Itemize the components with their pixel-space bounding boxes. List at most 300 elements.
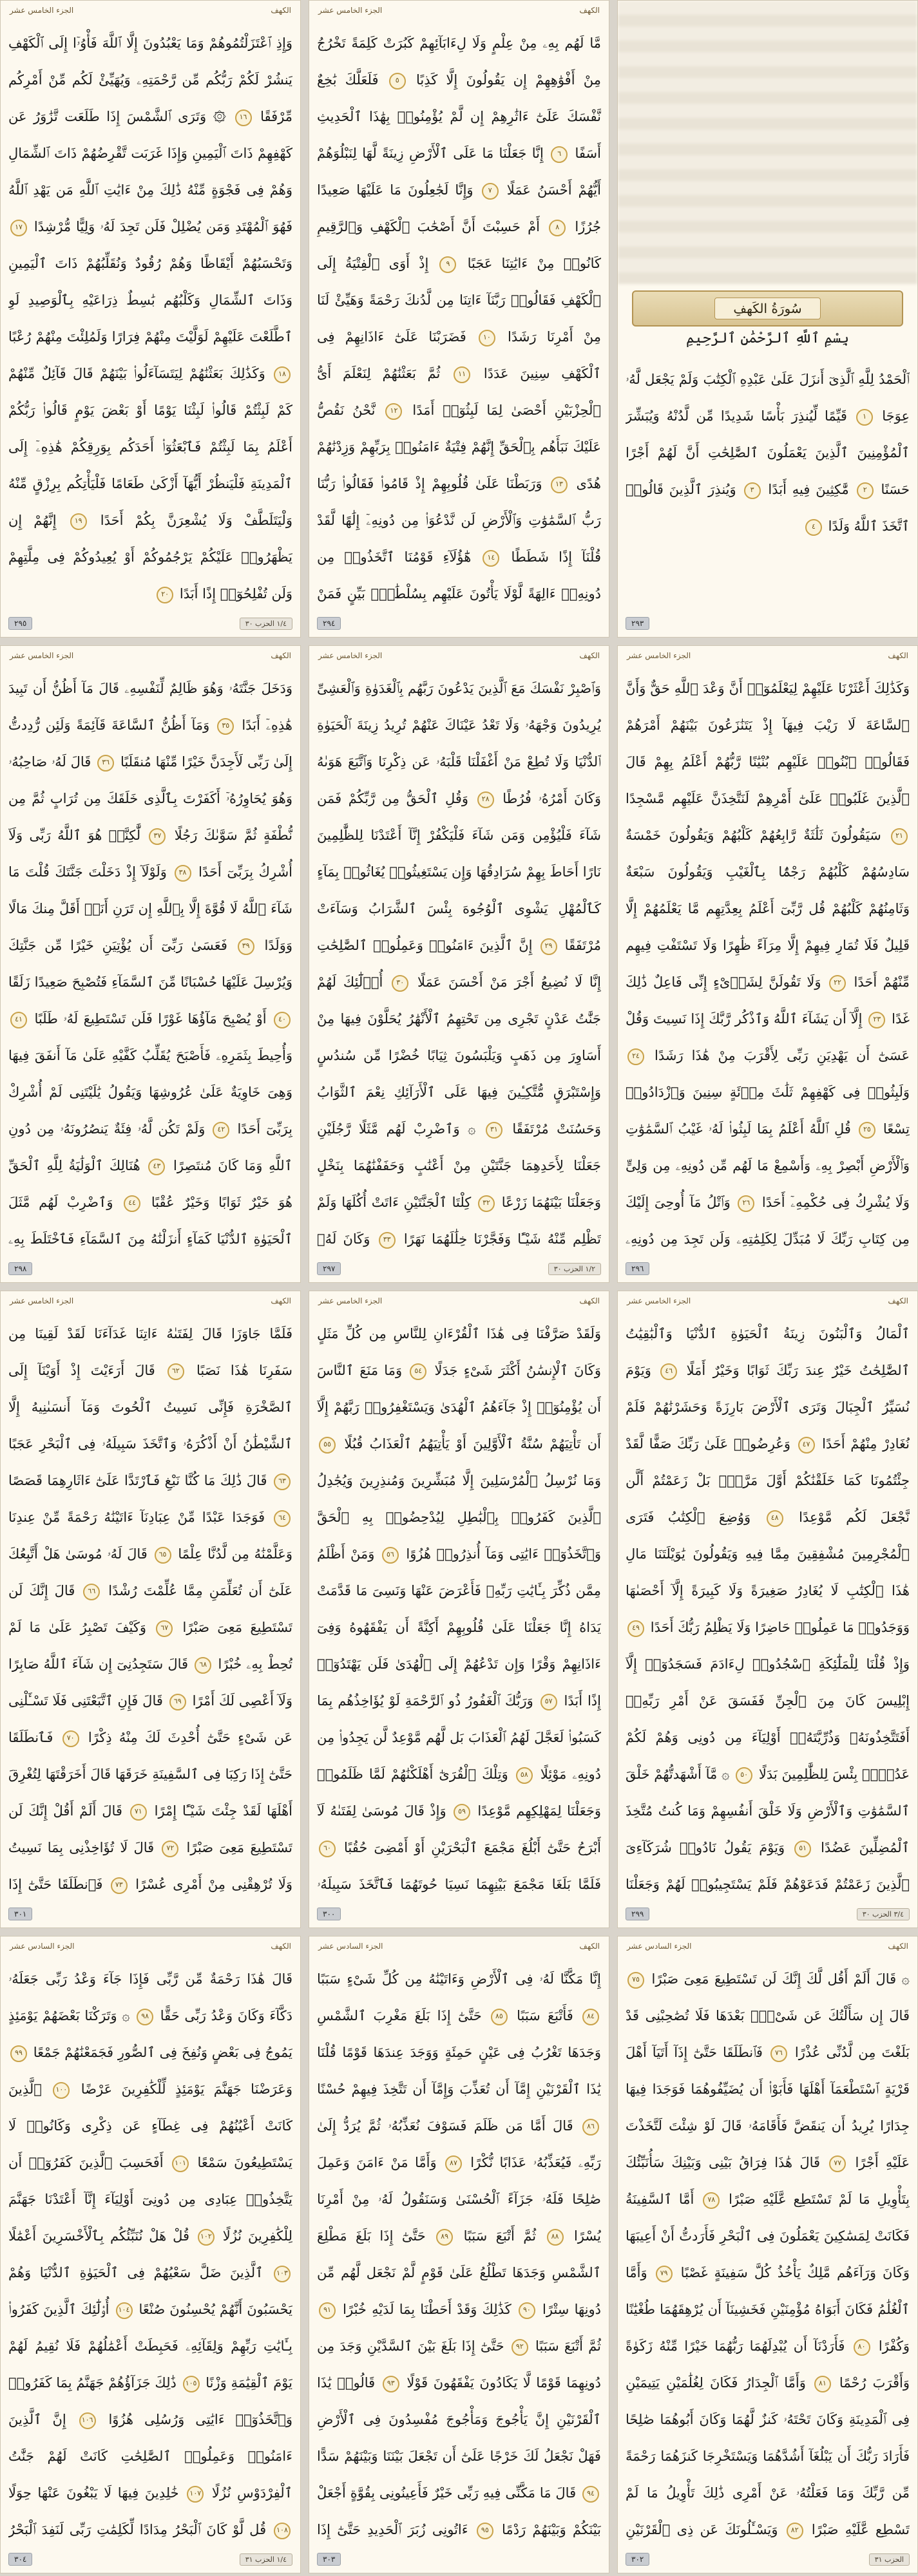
ayah-number-marker: ١٠٨ — [274, 2523, 291, 2539]
text-line: يَوْمًا أَوْ بَعْضَ يَوْمٍ قَالُوا۟ رَبُّكُمْ أَعْلَمُ بِمَا لَبِثْتُمْ فَٱبْعَثُوٓا۟ — [8, 402, 292, 455]
ayah-number-marker: ٢٦ — [738, 1195, 754, 1212]
ayah-number-marker: ١٩ — [70, 513, 87, 530]
text-line: يَتَّخِذُوا۟ عِبَادِى مِن دُونِىٓ أَوْلِيَآءَ إِنَّآ أَعْتَدْنَا جَهَنَّمَ لِلْكَٰفِرِينَ — [8, 2192, 292, 2244]
text-line: رَحْمَةً وَهَيِّئْ لَنَا مِنْ أَمْرِنَا رَشَدًا ١٠ فَضَرَبْنَا عَلَىٰٓ ءَاذَانِهِمْ — [317, 292, 601, 345]
mushaf-page[interactable] — [617, 0, 918, 638]
ayah-number-marker: ٣٨ — [175, 865, 191, 882]
ayah-number-marker: ٦٣ — [274, 1473, 291, 1490]
ayah-number-marker: ٦٠ — [319, 1841, 336, 1857]
juz-label: الجزء الخامس عشر — [318, 651, 383, 660]
page-number: ٢٩٨ — [8, 1262, 32, 1275]
text-line: لَن تَسْتَطِيعَ مَعِىَ صَبْرًا ٧٢ قَالَ لَا تُؤَاخِذْنِى بِمَا نَسِيتُ وَلَا — [8, 1803, 292, 1892]
text-line: وَفِىٓ ءَاذَانِهِمْ وَقْرًا وَإِن تَدْعُهُمْ إِلَى ٱلْهُدَىٰ فَلَن يَهْتَدُوٓا۟ إِذًا — [317, 1620, 601, 1709]
text-line: لِيَتَسَآءَلُوا۟ بَيْنَهُمْ قَالَ قَآئِلٌ مِّنْهُمْ كَمْ لَبِثْتُمْ قَالُوا۟ لَبِثْنَا — [8, 366, 292, 418]
juz-label: الجزء السادس عشر — [627, 1942, 692, 1951]
text-line: إِذَا بَلَغَ بَيْنَ ٱلسَّدَّيْنِ وَجَدَ مِن دُونِهِمَا قَوْمًا لَّا يَكَادُونَ يَفْقَهُونَ — [317, 2338, 601, 2391]
text-line: وَلَا خَلْقَ أَنفُسِهِمْ وَمَا كُنتُ مُتَّخِذَ ٱلْمُضِلِّينَ عَضُدًا ٥١ — [626, 1803, 910, 1855]
ayah-number-marker: ٦٩ — [169, 1694, 186, 1710]
page-header — [309, 1291, 609, 1311]
text-line: ٱلصَّٰلِحَٰتِ إِنَّا لَا نُضِيعُ أَجْرَ مَنْ أَحْسَنَ عَمَلًا ٣٠ أُو۟لَٰٓئِكَ — [317, 938, 601, 990]
text-line: مَا قَدَّمَتْ يَدَاهُ إِنَّا جَعَلْنَا عَلَىٰ قُلُوبِهِمْ أَكِنَّةً أَن يَفْقَهُوهُ — [317, 1583, 601, 1635]
text-line: رَّابِعُهُمْ كَلْبُهُمْ وَيَقُولُونَ خَمْسَةٌ سَادِسُهُمْ كَلْبُهُمْ رَجْمًۢا — [626, 828, 910, 880]
page-number: ٣٠١ — [8, 1908, 32, 1920]
mushaf-page[interactable] — [617, 645, 918, 1283]
page-number: ٣٠٠ — [317, 1908, 341, 1920]
ayah-number-marker: ٨٩ — [436, 2229, 453, 2246]
juz-label: الجزء السادس عشر — [318, 1942, 383, 1951]
ayah-number-marker: ١٦ — [235, 109, 252, 126]
mushaf-page[interactable] — [617, 1291, 918, 1928]
page-footer — [1, 1255, 300, 1282]
quran-text-body — [317, 1316, 601, 1897]
ayah-number-marker: ١٢ — [385, 403, 402, 420]
page-header — [1, 1291, 300, 1311]
basmala: بِسْمِ ٱللَّهِ ٱلرَّحْمَٰنِ ٱلرَّحِيمِ — [685, 330, 849, 346]
ayah-number-marker: ٤٦ — [660, 1363, 677, 1380]
ayah-number-marker: ٤٠ — [274, 1012, 291, 1028]
text-line: تُرْهِقْنِى مِنْ أَمْرِى عُسْرًا ٧٣ فَٱنطَلَقَا حَتَّىٰٓ إِذَا — [8, 1877, 292, 1897]
juz-label: الجزء الخامس عشر — [10, 1296, 74, 1305]
text-line: فِى ٱلْأَرْضِ فَهَلْ نَجْعَلُ لَكَ خَرْجًا عَلَىٰٓ أَن تَجْعَلَ بَيْنَنَا وَبَيْنَهُمْ — [317, 2412, 601, 2464]
text-line: أَبَدًا ٣٥ وَمَآ أَظُنُّ ٱلسَّاعَةَ قَآئِمَةً وَلَئِن رُّدِدتُّ إِلَىٰ رَبِّى لَأَجِدَنَّ — [8, 717, 292, 770]
ayah-number-marker: ٧١ — [130, 1804, 147, 1821]
text-line: قَوْلًا ٩٣ قَالُوا۟ يَٰذَا ٱلْقَرْنَيْنِ إِنَّ يَأْجُوجَ وَمَأْجُوجَ مُفْسِدُونَ — [317, 2375, 601, 2427]
surah-name-label: الكهف — [888, 1942, 908, 1951]
mushaf-page[interactable] — [309, 0, 609, 638]
text-line: فَأَصْبَحَ يُقَلِّبُ كَفَّيْهِ عَلَىٰ مَآ أَنفَقَ فِيهَا وَهِىَ خَاوِيَةٌ عَلَىٰ — [8, 1048, 292, 1100]
surah-name-label: الكهف — [271, 6, 291, 15]
text-line: قَالَ لَوْ شِئْتَ لَتَّخَذْتَ عَلَيْهِ أَجْرًا ٧٧ قَالَ هَٰذَا فِرَاقُ — [626, 2118, 910, 2170]
text-line: فِرَارًا وَلَمُلِئْتَ مِنْهُمْ رُعْبًا ١٨ وَكَذَٰلِكَ بَعَثْنَٰهُمْ — [8, 329, 292, 381]
ayah-number-marker: ٤٨ — [767, 1510, 783, 1527]
text-line: ٱلْحِزْبَيْنِ أَحْصَىٰ لِمَا لَبِثُوٓا۟ أَمَدًا ١٢ نَّحْنُ نَقُصُّ عَلَيْكَ نَبَأَهُم — [317, 402, 601, 455]
ayah-number-marker: ٧٢ — [162, 1841, 178, 1857]
page-header — [1, 1, 300, 20]
juz-label: الجزء الخامس عشر — [318, 6, 383, 15]
ayah-number-marker: ١٤ — [483, 550, 499, 567]
quran-text-body — [8, 25, 292, 606]
ayah-number-marker: ٨ — [549, 220, 566, 236]
ayah-number-marker: ٩٥ — [477, 2523, 493, 2539]
ayah-number-marker: ٢٩ — [540, 938, 557, 955]
page-header — [309, 646, 609, 665]
ayah-number-marker: ٧٨ — [703, 2192, 720, 2209]
text-line: إِذْ أَوَى ٱلْفِتْيَةُ إِلَى ٱلْكَهْفِ فَقَالُوا۟ رَبَّنَآ ءَاتِنَا مِن لَّدُنكَ — [317, 256, 601, 308]
page-footer — [618, 2546, 917, 2573]
text-line: لِتُغْرِقَ أَهْلَهَا لَقَدْ جِئْتَ شَيْـًٔا إِمْرًا ٧١ قَالَ أَلَمْ أَقُلْ إِنَّكَ — [8, 1766, 292, 1819]
text-line: وَٱصْبِرْ نَفْسَكَ مَعَ ٱلَّذِينَ يَدْعُونَ رَبَّهُم بِٱلْغَدَوٰةِ وَٱلْعَشِىِّ — [317, 681, 601, 696]
page-number: ٢٩٩ — [626, 1908, 649, 1920]
ayah-number-marker: ٦٥ — [155, 1547, 171, 1564]
ayah-number-marker: ٤٢ — [213, 1122, 229, 1139]
text-line: جَنَّتَكَ قُلْتَ مَا شَآءَ ٱللَّهُ لَا قُوَّةَ إِلَّا بِٱللَّهِ إِن تَرَنِ أَنَا۠ أَقَلَّ مِنكَ — [8, 864, 292, 916]
text-line: لَا يُغَادِرُ صَغِيرَةً وَلَا كَبِيرَةً إِلَّآ أَحْصَىٰهَا وَوَجَدُوا۟ مَا عَمِلُوا۟ — [626, 1583, 910, 1635]
page-footer — [618, 1900, 917, 1927]
ayah-number-marker: ٢٣ — [868, 1012, 885, 1028]
text-line: بِسُلْطَٰنٍۭ بَيِّنٍ فَمَنْ — [317, 586, 601, 606]
text-line: أَفَتَتَّخِذُونَهُۥ وَذُرِّيَّتَهُۥٓ أَوْلِيَآءَ مِن دُونِى وَهُمْ لَكُمْ عَدُوٌّۢ — [626, 1730, 910, 1782]
text-line: جَعَلْنَا مَا عَلَى ٱلْأَرْضِ زِينَةً لَّهَا لِنَبْلُوَهُمْ أَيُّهُمْ أَحْسَنُ عَمَلًا ٧ — [317, 146, 601, 198]
ayah-number-marker: ٦٨ — [195, 1657, 211, 1674]
text-line: شَآءَ فَلْيَكْفُرْ إِنَّآ أَعْتَدْنَا لِلظَّٰلِمِينَ نَارًا أَحَاطَ بِهِمْ سُرَادِقُهَا — [317, 828, 601, 880]
ayah-number-marker: ٩٩ — [10, 2045, 27, 2062]
text-line: ثُمَّ أَتْبَعَ سَبَبًا ٨٩ حَتَّىٰٓ إِذَا بَلَغَ مَطْلِعَ ٱلشَّمْسِ وَجَدَهَا — [317, 2228, 601, 2280]
ayah-number-marker: ٢٠ — [157, 587, 173, 603]
ayah-number-marker: ١٠٧ — [187, 2486, 204, 2503]
text-line: وَوَجَدَ عِندَهَا قَوْمًا قُلْنَا يَٰذَا ٱلْقَرْنَيْنِ إِمَّآ أَن تُعَذِّبَ وَإِمَّآ — [317, 2045, 601, 2097]
text-line: وَٱلْأَرْضِ لَن نَّدْعُوَا۟ مِن دُونِهِۦٓ إِلَٰهًا لَّقَدْ قُلْنَآ إِذًا شَطَطًا ١٤ — [317, 513, 601, 565]
text-line: تَطْلُعُ عَلَىٰ قَوْمٍ لَّمْ نَجْعَل لَّهُم مِّن دُونِهَا سِتْرًا ٩٠ كَذَٰلِكَ — [317, 2265, 601, 2317]
page-number: ٢٩٥ — [8, 617, 32, 630]
quran-text-body — [317, 25, 601, 606]
text-line: فِى حُكْمِهِۦٓ أَحَدًا ٢٦ وَٱتْلُ مَآ أُوحِىَ إِلَيْكَ مِن كِتَابِ — [626, 1195, 910, 1247]
surah-name-label: الكهف — [579, 651, 600, 660]
quran-text-body — [317, 670, 601, 1251]
quran-text-body — [626, 1316, 910, 1897]
ayah-number-marker: ٣٥ — [217, 718, 234, 735]
text-line: ٱلسَّاعَةَ لَا رَيْبَ فِيهَآ إِذْ يَتَنَٰزَعُونَ بَيْنَهُمْ أَمْرَهُمْ فَقَالُوا۟ — [626, 717, 910, 770]
text-line: نُزُلًا ١٠٢ قُلْ هَلْ نُنَبِّئُكُم بِٱلْأَخْسَرِينَ أَعْمَٰلًا ١٠٣ ٱلَّذِينَ — [8, 2228, 292, 2280]
text-line: جَزَآؤُهُمْ جَهَنَّمُ بِمَا كَفَرُوا۟ وَٱتَّخَذُوٓا۟ ءَايَٰتِى وَرُسُلِى هُزُوًا ١٠٦ — [8, 2375, 292, 2427]
ayah-number-marker: ١٨ — [274, 366, 291, 383]
text-line: لَهُمْ جَنَّٰتُ عَدْنٍ تَجْرِى مِن تَحْتِهِمُ ٱلْأَنْهَٰرُ يُحَلَّوْنَ فِيهَا مِنْ أَسَاوِرَ — [317, 974, 601, 1063]
text-line: ٱلْأَوَّلِينَ أَوْ يَأْتِيَهُمُ ٱلْعَذَابُ قُبُلًا ٥٥ وَمَا نُرْسِلُ ٱلْمُرْسَلِينَ — [317, 1436, 601, 1488]
ayah-number-marker: ٣١ — [486, 1122, 502, 1139]
ayah-number-marker: ٨٢ — [787, 2523, 803, 2539]
text-line: مَالًا وَوَلَدًا ٣٩ فَعَسَىٰ رَبِّىٓ أَن يُؤْتِيَنِ خَيْرًا مِّن جَنَّتِكَ وَيُرْسِلَ — [8, 901, 292, 990]
page-number: ٢٩٦ — [626, 1262, 649, 1275]
ayah-number-marker: ٣٠ — [392, 975, 408, 992]
text-line: مَّا لَهُم بِهِۦ مِنْ عِلْمٍ وَلَا لِءَابَآئِهِمْ كَبُرَتْ كَلِمَةً تَخْرُجُ مِنْ — [317, 35, 601, 88]
text-line: بَيْنِى وَبَيْنِكَ سَأُنَبِّئُكَ بِتَأْوِيلِ مَا لَمْ تَسْتَطِع عَّلَيْهِ صَبْرًا ٧٨ — [626, 2155, 910, 2207]
text-line: مَّٰكِثِينَ فِيهِ أَبَدًا ٣ وَيُنذِرَ ٱلَّذِينَ قَالُوا۟ ٱتَّخَذَ ٱللَّهُ وَلَدًا ٤ — [626, 482, 910, 534]
text-line: مِن ذَهَبٍ وَيَلْبَسُونَ ثِيَابًا خُضْرًا مِّن سُندُسٍ وَإِسْتَبْرَقٍ مُّتَّكِـِٔينَ — [317, 1048, 601, 1100]
text-line: أَبْصِرْ بِهِۦ وَأَسْمِعْ مَا لَهُم مِّن دُونِهِۦ مِن وَلِىٍّ وَلَا يُشْرِكُ — [626, 1158, 910, 1210]
text-line: لَهُم مَّثَلًا رَّجُلَيْنِ جَعَلْنَا لِأَحَدِهِمَا جَنَّتَيْنِ مِنْ أَعْنَٰبٍ وَحَفَفْنَٰهُمَا — [317, 1121, 601, 1173]
ayah-number-marker: ٨٨ — [547, 2229, 564, 2246]
quran-text-body — [8, 670, 292, 1251]
ayah-number-marker: ٤١ — [10, 1012, 27, 1028]
text-line: هَٰٓؤُلَآءِ قَوْمُنَا ٱتَّخَذُوا۟ مِن دُونِهِۦٓ ءَالِهَةً لَّوْلَا يَأْتُونَ عَلَيْهِم — [317, 549, 601, 601]
text-line: يُضْلِلْ فَلَن تَجِدَ لَهُۥ وَلِيًّا مُّرْشِدًا ١٧ وَتَحْسَبُهُمْ أَيْقَاظًا — [8, 219, 292, 271]
ayah-number-marker: ٩١ — [319, 2302, 336, 2319]
text-line: وَكَانُوا۟ لَا يَسْتَطِيعُونَ سَمْعًا ١٠١ أَفَحَسِبَ ٱلَّذِينَ كَفَرُوٓا۟ أَن — [8, 2118, 292, 2170]
ayah-number-marker: ٨٧ — [445, 2155, 462, 2172]
ayah-number-marker: ١٠ — [479, 330, 495, 346]
surah-name-label: الكهف — [579, 1942, 600, 1951]
page-footer — [1, 1900, 300, 1927]
juz-label: الجزء الخامس عشر — [627, 1296, 691, 1305]
text-line: أَعْلَمُ بِعِدَّتِهِم مَّا يَعْلَمُهُمْ إِلَّا قَلِيلٌ فَلَا تُمَارِ فِيهِمْ إِلَّا مِرَآءً — [626, 901, 910, 953]
text-line: ۞ وَتَرَى ٱلشَّمْسَ إِذَا طَلَعَت تَّزَٰوَرُ عَن كَهْفِهِمْ ذَاتَ — [8, 109, 292, 161]
ayah-number-marker: ٣ — [744, 482, 761, 499]
text-line: وَلَمْ تَظْلِم مِّنْهُ شَيْـًٔا وَفَجَّرْنَا خِلَٰلَهُمَا نَهَرًا ٣٣ وَكَانَ لَهُۥ — [317, 1195, 601, 1251]
text-line: فَٱنطَلَقَا حَتَّىٰٓ إِذَا رَكِبَا فِى ٱلسَّفِينَةِ خَرَقَهَا قَالَ أَخَرَقْتَهَا — [8, 1730, 292, 1782]
text-line: رُحْمًا ٨١ وَأَمَّا ٱلْجِدَارُ فَكَانَ لِغُلَٰمَيْنِ يَتِيمَيْنِ فِى ٱلْمَدِينَةِ — [626, 2375, 910, 2427]
surah-name-label: الكهف — [271, 1296, 291, 1305]
page-header — [309, 1, 609, 20]
text-line: مَوْئِلًا ٥٨ وَتِلْكَ ٱلْقُرَىٰٓ أَهْلَكْنَٰهُمْ لَمَّا ظَلَمُوا۟ وَجَعَلْنَا — [317, 1766, 601, 1819]
quran-text-body — [317, 1961, 601, 2542]
text-line: ٱلْإِنسَٰنُ أَكْثَرَ شَىْءٍ جَدَلًا ٥٤ وَمَا مَنَعَ ٱلنَّاسَ أَن يُؤْمِنُوٓا۟ — [317, 1363, 601, 1415]
text-line: أَحَدَكُم بِوَرِقِكُمْ هَٰذِهِۦٓ إِلَى ٱلْمَدِينَةِ فَلْيَنظُرْ أَيُّهَآ أَزْكَىٰ — [8, 439, 292, 491]
surah-name-label: الكهف — [271, 651, 291, 660]
surah-name-label: الكهف — [579, 6, 600, 15]
hizb-marker: ١/٢ الحزب ٣٠ — [548, 1263, 601, 1275]
text-line: طَعَامًا فَلْيَأْتِكُم بِرِزْقٍ مِّنْهُ وَلْيَتَلَطَّفْ وَلَا يُشْعِرَنَّ — [8, 476, 292, 528]
ayah-number-marker: ٧٩ — [656, 2266, 673, 2282]
text-line: بَٰسِطٌ ذِرَاعَيْهِ بِٱلْوَصِيدِ لَوِ ٱطَّلَعْتَ عَلَيْهِمْ لَوَلَّيْتَ مِنْهُمْ — [8, 292, 292, 345]
text-line: وَأَمَّا ٱلْغُلَٰمُ فَكَانَ أَبَوَاهُ مُؤْمِنَيْنِ فَخَشِينَآ أَن يُرْهِقَهُمَا طُغْيَٰنًا — [626, 2265, 910, 2317]
text-line: ٱبْنُوا۟ عَلَيْهِم بُنْيَٰنًا رَّبُّهُمْ أَعْلَمُ بِهِمْ قَالَ ٱلَّذِينَ غَلَبُوا۟ عَلَىٰٓ — [626, 754, 910, 806]
ayah-number-marker: ٤ — [805, 519, 822, 536]
ayah-number-marker: ٢٥ — [859, 1122, 875, 1139]
text-line: أَنَّ أَصْحَٰبَ ٱلْكَهْفِ وَٱلرَّقِيمِ كَانُوا۟ مِنْ ءَايَٰتِنَا عَجَبًا ٩ — [317, 219, 601, 271]
juz-label: الجزء الخامس عشر — [627, 651, 691, 660]
text-line: عَلَيْهَا حُسْبَانًا مِّنَ ٱلسَّمَآءِ فَتُصْبِحَ صَعِيدًا زَلَقًا ٤٠ أَوْ يُصْبِحَ — [8, 974, 292, 1027]
ayah-number-marker: ٥٥ — [319, 1437, 336, 1454]
ayah-number-marker: ١٠٥ — [183, 2376, 200, 2392]
text-line: وَكُفْرًا ٨٠ فَأَرَدْنَآ أَن يُبْدِلَهُمَا رَبُّهُمَا خَيْرًا مِّنْهُ زَكَوٰةً وَأَقْرَبَ — [626, 2338, 910, 2391]
quran-text-body — [626, 361, 910, 606]
juz-label: الجزء الخامس عشر — [10, 651, 74, 660]
text-line: لَّٰكِنَّا۠ هُوَ ٱللَّهُ رَبِّى وَلَآ أُشْرِكُ بِرَبِّىٓ أَحَدًا ٣٨ وَلَوْلَآ إِذْ دَخَلْتَ — [8, 828, 292, 880]
text-line: ضَلَّ سَعْيُهُمْ فِى ٱلْحَيَوٰةِ ٱلدُّنْيَا وَهُمْ يَحْسَبُونَ أَنَّهُمْ يُحْسِنُونَ — [8, 2265, 292, 2317]
ayah-number-marker: ٤٩ — [627, 1620, 644, 1637]
text-line: بِكُمْ أَحَدًا ١٩ إِنَّهُمْ إِن يَظْهَرُوا۟ عَلَيْكُمْ يَرْجُمُوكُمْ — [8, 513, 292, 565]
text-line: مِّنْهُ ذَٰلِكَ مِنْ ءَايَٰتِ ٱللَّهِ مَن يَهْدِ ٱللَّهُ فَهُوَ ٱلْمُهْتَدِ وَمَن — [8, 182, 292, 234]
ayah-number-marker: ١٠٢ — [198, 2229, 215, 2246]
hizb-marker: ١/٤ الحزب ٣١ — [240, 2553, 292, 2566]
ayah-number-marker: ٥٠ — [736, 1767, 752, 1784]
page-footer — [309, 610, 609, 637]
ayah-number-marker: ١١ — [454, 366, 470, 383]
ayah-number-marker: ٢ — [857, 482, 874, 499]
page-footer — [309, 1900, 609, 1927]
text-line: وَعَمِلَ صَٰلِحًا فَلَهُۥ جَزَآءً ٱلْحُسْنَىٰ وَسَنَقُولُ لَهُۥ مِنْ أَمْرِنَا يُسْرًا ٨٨ — [317, 2155, 601, 2244]
text-line: بِٱلْغَيْبِ وَيَقُولُونَ سَبْعَةٌ وَثَامِنُهُمْ كَلْبُهُمْ قُل رَّبِّىٓ — [626, 864, 910, 916]
quran-text-body — [8, 1961, 292, 2542]
text-line: ٱلْيَمِينِ وَإِذَا غَرَبَت تَّقْرِضُهُمْ ذَاتَ ٱلشِّمَالِ وَهُمْ فِى فَجْوَةٍ — [8, 146, 292, 198]
surah-title-banner — [632, 290, 903, 327]
text-line: أَن تَتَّخِذَ فِيهِمْ حُسْنًا ٨٦ قَالَ أَمَّا مَن ظَلَمَ فَسَوْفَ نُعَذِّبُهُۥ — [317, 2081, 601, 2134]
page-number: ٢٩٣ — [626, 617, 649, 630]
text-line: إِنَّ ٱلَّذِينَ ءَامَنُوا۟ وَعَمِلُوا۟ ٱلصَّٰلِحَٰتِ كَانَتْ لَهُمْ جَنَّٰتُ — [8, 2412, 292, 2464]
quran-text-body — [8, 1316, 292, 1897]
text-line: قَيِّمًا لِّيُنذِرَ بَأْسًا شَدِيدًا مِّن لَّدُنْهُ وَيُبَشِّرَ ٱلْمُؤْمِنِينَ — [626, 408, 910, 460]
text-line: لِلَّهِ ٱلْحَقِّ هُوَ خَيْرٌ ثَوَابًا وَخَيْرٌ عُقْبًا ٤٤ وَٱضْرِبْ لَهُم مَّثَلَ ٱلْحَيَوٰةِ — [8, 1158, 292, 1247]
ayah-number-marker: ٩٢ — [512, 2339, 528, 2356]
ayah-number-marker: ٨٤ — [582, 2009, 599, 2025]
text-line: قُل لَّوْ كَانَ ٱلْبَحْرُ مِدَادًا لِّكَلِمَٰتِ رَبِّى لَنَفِدَ ٱلْبَحْرُ — [8, 2522, 267, 2537]
text-line: إِذْ جَآءَهُمُ ٱلْهُدَىٰ وَيَسْتَغْفِرُوا۟ رَبَّهُمْ إِلَّآ أَن تَأْتِيَهُمْ سُنَّةُ — [317, 1399, 601, 1452]
ayah-number-marker: ٨٠ — [854, 2339, 870, 2356]
ayah-number-marker: ٣٦ — [97, 755, 114, 772]
ayah-number-marker: ٨٥ — [491, 2009, 508, 2025]
text-line: فَلَمَّا جَاوَزَا قَالَ لِفَتَىٰهُ ءَاتِنَا غَدَآءَنَا لَقَدْ لَقِينَا مِن سَفَرِنَا — [8, 1326, 292, 1378]
text-line: إِنَّا مَكَّنَّا لَهُۥ فِى ٱلْأَرْضِ وَءَاتَيْنَٰهُ مِن كُلِّ شَىْءٍ سَبَبًا ٨٤ فَأَتْبَعَ — [317, 1971, 601, 2023]
mushaf-page[interactable] — [0, 1936, 301, 2573]
text-line: أَوْ يُعِيدُوكُمْ فِى مِلَّتِهِمْ وَلَن تُفْلِحُوٓا۟ إِذًا أَبَدًا ٢٠ — [8, 549, 292, 601]
ayah-number-marker: ٩ — [439, 256, 456, 273]
text-line: سَبَبًا ٨٥ حَتَّىٰٓ إِذَا بَلَغَ مَغْرِبَ ٱلشَّمْسِ وَجَدَهَا تَغْرُبُ فِى عَيْنٍ حَمِئَةٍ — [317, 2008, 601, 2060]
page-footer — [309, 1255, 609, 1282]
text-line: إِنِّى فَاعِلٌ ذَٰلِكَ غَدًا ٢٣ إِلَّآ أَن يَشَآءَ ٱللَّهُ وَٱذْكُر رَّبَّكَ — [626, 974, 910, 1027]
text-line: قُلِ ٱللَّهُ أَعْلَمُ بِمَا لَبِثُوا۟ لَهُۥ غَيْبُ ٱلسَّمَٰوَٰتِ وَٱلْأَرْضِ — [626, 1121, 910, 1173]
text-line: يُرِيدُونَ وَجْهَهُۥ وَلَا تَعْدُ عَيْنَاكَ عَنْهُمْ تُرِيدُ زِينَةَ ٱلْحَيَوٰةِ — [317, 717, 601, 733]
text-line: فِى ٱلصُّورِ فَجَمَعْنَٰهُمْ جَمْعًا ٩٩ وَعَرَضْنَا جَهَنَّمَ يَوْمَئِذٍ — [8, 2045, 292, 2097]
mushaf-page[interactable] — [0, 645, 301, 1283]
ayah-number-marker: ٨١ — [814, 2376, 831, 2392]
ayah-number-marker: ٤٤ — [124, 1195, 140, 1212]
ayah-number-marker: ٥٤ — [410, 1363, 426, 1380]
mushaf-page[interactable] — [309, 1291, 609, 1928]
page-header — [1, 1937, 300, 1956]
ayah-number-marker: ٤٧ — [798, 1437, 815, 1454]
page-number: ٢٩٤ — [317, 617, 341, 630]
ayah-number-marker: ٦٦ — [83, 1584, 100, 1600]
text-line: بِنَخْلٍ وَجَعَلْنَا بَيْنَهُمَا زَرْعًا ٣٢ كِلْتَا ٱلْجَنَّتَيْنِ ءَاتَتْ أُكُلَهَا — [317, 1158, 601, 1210]
text-line: فَحَبِطَتْ أَعْمَٰلُهُمْ فَلَا نُقِيمُ لَهُمْ يَوْمَ ٱلْقِيَٰمَةِ وَزْنًا ١٠٥ ذَٰلِكَ — [8, 2338, 292, 2391]
quran-text-body — [626, 1961, 910, 2542]
text-line: عَلَىٰ رَبِّكَ صَفًّا لَّقَدْ جِئْتُمُونَا كَمَا خَلَقْنَٰكُمْ أَوَّلَ مَرَّةٍۭ بَلْ زَعَمْتُمْ — [626, 1436, 910, 1488]
text-line: ٱلْمَالُ وَٱلْبَنُونَ زِينَةُ ٱلْحَيَوٰةِ ٱلدُّنْيَا وَٱلْبَٰقِيَٰتُ ٱلصَّٰلِحَٰتُ — [626, 1326, 910, 1378]
text-line: فِى ٱلْكَهْفِ سِنِينَ عَدَدًا ١١ ثُمَّ بَعَثْنَٰهُمْ لِنَعْلَمَ أَىُّ — [317, 329, 601, 381]
ayah-number-marker: ٧ — [482, 183, 499, 200]
text-line: بِٱلْحَقِّ إِنَّهُمْ فِتْيَةٌ ءَامَنُوا۟ بِرَبِّهِمْ وَزِدْنَٰهُمْ هُدًى ١٣ — [317, 439, 601, 491]
text-line: وَإِذِ ٱعْتَزَلْتُمُوهُمْ وَمَا يَعْبُدُونَ إِلَّا ٱللَّهَ فَأْوُۥٓا إِلَى ٱلْكَهْفِ — [8, 35, 292, 51]
text-line: وَيَسْـَٔلُونَكَ عَن ذِى ٱلْقَرْنَيْنِ — [626, 2522, 910, 2542]
ayah-number-marker: ٢١ — [891, 828, 908, 845]
ayah-number-marker: ٤٣ — [148, 1159, 165, 1175]
text-line: وَعْدُ رَبِّى حَقًّا ٩٨ ۞ وَتَرَكْنَا بَعْضَهُمْ يَوْمَئِذٍ يَمُوجُ فِى بَعْضٍ وَنُفِخَ — [8, 2008, 292, 2060]
hizb-marker: ٣/٤ الحزب ٣٠ — [857, 1908, 910, 1920]
text-line: وَدَخَلَ جَنَّتَهُۥ وَهُوَ ظَالِمٌ لِّنَفْسِهِۦ قَالَ مَآ أَظُنُّ أَن تَبِيدَ هَٰذِهِۦٓ — [8, 681, 292, 733]
text-line: مَآؤُهَا غَوْرًا فَلَن تَسْتَطِيعَ لَهُۥ طَلَبًا ٤١ وَأُحِيطَ بِثَمَرِهِۦ — [8, 1011, 292, 1063]
page-number: ٣٠٤ — [8, 2553, 32, 2566]
text-line: خَيْرًا مِّنْهَا مُنقَلَبًا ٣٦ قَالَ لَهُۥ صَاحِبُهُۥ وَهُوَ يُحَاوِرُهُۥٓ أَكَفَرْتَ — [8, 754, 292, 806]
text-line: أَمْرُهُۥ فُرُطًا ٢٨ وَقُلِ ٱلْحَقُّ مِن رَّبِّكُمْ فَمَن شَآءَ فَلْيُؤْمِن وَمَن — [317, 791, 601, 843]
mushaf-page[interactable] — [0, 0, 301, 638]
juz-label: الجزء الخامس عشر — [318, 1296, 383, 1305]
ayah-number-marker: ٩٠ — [519, 2302, 535, 2319]
page-footer — [1, 2546, 300, 2573]
ayah-number-marker: ٥١ — [794, 1841, 811, 1857]
page-footer — [618, 1255, 917, 1282]
ayah-number-marker: ٦٤ — [274, 1510, 291, 1527]
text-line: لِيُدْحِضُوا۟ بِهِ ٱلْحَقَّ وَٱتَّخَذُوٓا۟ ءَايَٰتِى وَمَآ أُنذِرُوا۟ هُزُوًا ٥٦ — [317, 1510, 601, 1562]
page-number: ٢٩٧ — [317, 1262, 341, 1275]
text-line: بِئْسَ لِلظَّٰلِمِينَ بَدَلًا ٥٠ ۞ مَّآ أَشْهَدتُّهُمْ خَلْقَ ٱلسَّمَٰوَٰتِ وَٱلْأَرْضِ — [626, 1766, 910, 1819]
text-line: وَيَوْمَ يَقُولُ نَادُوا۟ شُرَكَآءِىَ ٱلَّذِينَ زَعَمْتُمْ فَدَعَوْهُمْ فَلَمْ — [626, 1840, 910, 1892]
text-line: إِذَا نَسِيتَ وَقُلْ عَسَىٰٓ أَن يَهْدِيَنِ رَبِّى لِأَقْرَبَ مِنْ هَٰذَا رَشَدًا ٢٤ — [626, 1011, 910, 1063]
blurred-previous-surah — [618, 1, 917, 284]
ayah-number-marker: ٦٧ — [156, 1620, 173, 1637]
text-line: فِيهَا عَلَى ٱلْأَرَآئِكِ نِعْمَ ٱلثَّوَابُ وَحَسُنَتْ مُرْتَفَقًا ٣١ ۞ وَٱضْرِبْ — [317, 1084, 601, 1137]
ayah-number-marker: ٣٩ — [238, 938, 254, 955]
ayah-number-marker: ٧٠ — [62, 1730, 79, 1747]
text-line: فِى ٱلْبَحْرِ عَجَبًا ٦٣ قَالَ ذَٰلِكَ مَا كُنَّا نَبْغِ فَٱرْتَدَّا عَلَىٰٓ ءَاثَارِهِمَا — [8, 1436, 292, 1488]
ayah-number-marker: ١٠٦ — [79, 2412, 96, 2429]
text-line: بَيْنِهِمَا نَسِيَا حُوتَهُمَا فَٱتَّخَذَ سَبِيلَهُۥ — [317, 1877, 601, 1897]
text-line: وَلَبِثُوا۟ فِى كَهْفِهِمْ ثَلَٰثَ مِا۟ئَةٍ سِنِينَ وَٱزْدَادُوا۟ تِسْعًا ٢٥ — [626, 1084, 910, 1137]
text-line: وَكَانَ تَحْتَهُۥ كَنزٌ لَّهُمَا وَكَانَ أَبُوهُمَا صَٰلِحًا فَأَرَادَ رَبُّكَ — [626, 2412, 910, 2464]
text-line: وَقَدْ أَحَطْنَا بِمَا لَدَيْهِ خُبْرًا ٩١ ثُمَّ أَتْبَعَ سَبَبًا ٩٢ حَتَّىٰٓ — [317, 2302, 601, 2354]
ayah-number-marker: ٩٣ — [383, 2376, 399, 2392]
text-line: لِءَادَمَ فَسَجَدُوٓا۟ إِلَّآ إِبْلِيسَ كَانَ مِنَ ٱلْجِنِّ فَفَسَقَ عَنْ أَمْرِ رَبِّهِۦٓ — [626, 1656, 910, 1709]
text-line: ٱلْحُوتَ وَمَآ أَنسَىٰنِيهُ إِلَّا ٱلشَّيْطَٰنُ أَنْ أَذْكُرَهُۥ وَٱتَّخَذَ سَبِيلَهُۥ — [8, 1399, 292, 1452]
text-line: قَالَ هَٰذَا رَحْمَةٌ مِّن رَّبِّى فَإِذَا جَآءَ وَعْدُ رَبِّى جَعَلَهُۥ دَكَّآءَ وَكَانَ — [8, 1971, 292, 2023]
text-line: بَيْنَكُمْ وَبَيْنَهُمْ رَدْمًا ٩٥ ءَاتُونِى زُبَرَ ٱلْحَدِيدِ حَتَّىٰٓ إِذَا — [317, 2522, 601, 2542]
ayah-number-marker: ٥٩ — [454, 1804, 470, 1821]
page-footer — [1, 610, 300, 637]
mushaf-page[interactable] — [309, 645, 609, 1283]
text-line: أَن يَبْلُغَآ أَشُدَّهُمَا وَيَسْتَخْرِجَا كَنزَهُمَا رَحْمَةً مِّن رَّبِّكَ وَمَا — [626, 2448, 910, 2501]
page-header — [618, 1291, 917, 1311]
ayah-number-marker: ٧٣ — [111, 1877, 128, 1894]
text-line: إِلَّا مُبَشِّرِينَ وَمُنذِرِينَ وَيُجَٰدِلُ ٱلَّذِينَ كَفَرُوا۟ بِٱلْبَٰطِلِ — [317, 1473, 601, 1525]
text-line: هَٰذَا نَصَبًا ٦٢ قَالَ أَرَءَيْتَ إِذْ أَوَيْنَآ إِلَى ٱلصَّخْرَةِ فَإِنِّى نَسِيتُ — [8, 1363, 292, 1415]
text-line: أَبَدًا ٥٧ وَرَبُّكَ ٱلْغَفُورُ ذُو ٱلرَّحْمَةِ لَوْ يُؤَاخِذُهُم بِمَا كَسَبُوا۟ — [317, 1693, 601, 1745]
quran-text-body — [626, 670, 910, 1251]
text-line: حَاضِرًا وَلَا يَظْلِمُ رَبُّكَ أَحَدًا ٤٩ وَإِذْ قُلْنَا لِلْمَلَٰٓئِكَةِ ٱسْجُدُوا۟ — [626, 1620, 910, 1672]
text-line: بِٱلَّذِى خَلَقَكَ مِن تُرَابٍ ثُمَّ مِن نُّطْفَةٍ ثُمَّ سَوَّىٰكَ رَجُلًا ٣٧ — [8, 791, 292, 843]
ayah-number-marker: ٨٦ — [582, 2119, 599, 2136]
ayah-number-marker: ٢٨ — [477, 791, 494, 808]
mushaf-page[interactable] — [617, 1936, 918, 2573]
ayah-number-marker: ٣٣ — [379, 1232, 396, 1249]
text-line: وَكَذَٰلِكَ أَعْثَرْنَا عَلَيْهِمْ لِيَعْلَمُوٓا۟ أَنَّ وَعْدَ ٱللَّهِ حَقٌّ وَأَنَّ — [626, 681, 910, 696]
text-line: وَعَلَّمْنَٰهُ مِن لَّدُنَّا عِلْمًا ٦٥ قَالَ لَهُۥ مُوسَىٰ هَلْ أَتَّبِعُكَ عَلَىٰٓ أَن — [8, 1546, 292, 1598]
text-line: تُعَلِّمَنِ مِمَّا عُلِّمْتَ رُشْدًا ٦٦ قَالَ إِنَّكَ لَن تَسْتَطِيعَ مَعِىَ — [8, 1583, 292, 1635]
text-line: أَلَّن نَّجْعَلَ لَكُم مَّوْعِدًا ٤٨ وَوُضِعَ ٱلْكِتَٰبُ فَتَرَى ٱلْمُجْرِمِينَ — [626, 1473, 910, 1562]
text-line: وَإِن يَسْتَغِيثُوا۟ يُغَاثُوا۟ بِمَآءٍ كَٱلْمُهْلِ يَشْوِى ٱلْوُجُوهَ بِئْسَ — [317, 864, 601, 916]
text-line: وَرَبَطْنَا عَلَىٰ قُلُوبِهِمْ إِذْ قَامُوا۟ فَقَالُوا۟ رَبُّنَا رَبُّ ٱلسَّمَٰوَٰتِ — [317, 476, 601, 528]
ayah-number-marker: ١٠١ — [172, 2155, 189, 2172]
page-header — [618, 646, 917, 665]
text-line: ۞ قَالَ أَلَمْ أَقُل لَّكَ إِنَّكَ لَن تَسْتَطِيعَ مَعِىَ صَبْرًا ٧٥ قَالَ إِن — [626, 1971, 910, 2023]
text-line: ثُمَّ يُرَدُّ إِلَىٰ رَبِّهِۦ فَيُعَذِّبُهُۥ عَذَابًا نُّكْرًا ٨٧ وَأَمَّا مَنْ ءَامَنَ — [317, 2118, 601, 2170]
ayah-number-marker: ٥٦ — [382, 1547, 399, 1564]
text-line: أَمْرِهِمْ لَنَتَّخِذَنَّ عَلَيْهِم مَّسْجِدًا ٢١ سَيَقُولُونَ ثَلَٰثَةٌ — [626, 791, 910, 843]
text-line: لِّلْكَٰفِرِينَ عَرْضًا ١٠٠ ٱلَّذِينَ كَانَتْ أَعْيُنُهُمْ فِى غِطَآءٍ عَن ذِكْرِى — [8, 2081, 292, 2134]
page-header — [309, 1937, 609, 1956]
text-line: مُشْفِقِينَ مِمَّا فِيهِ وَيَقُولُونَ يَٰوَيْلَتَنَا مَالِ هَٰذَا ٱلْكِتَٰبِ — [626, 1546, 910, 1598]
ayah-number-marker: ٥ — [389, 73, 406, 90]
ayah-number-marker: ١٧ — [10, 220, 27, 236]
text-line: أَبْلُغَ مَجْمَعَ ٱلْبَحْرَيْنِ أَوْ أَمْضِىَ حُقُبًا ٦٠ فَلَمَّا بَلَغَا مَجْمَعَ — [317, 1840, 601, 1892]
ayah-number-marker: ١٣ — [551, 477, 568, 493]
mushaf-page[interactable] — [0, 1291, 301, 1928]
ayah-number-marker: ٦ — [551, 146, 568, 163]
juz-label: الجزء السادس عشر — [10, 1942, 75, 1951]
surah-name-label: الكهف — [888, 651, 908, 660]
ayah-number-marker: ١٠٣ — [274, 2266, 291, 2282]
text-line: عُذْرًا ٧٦ فَٱنطَلَقَا حَتَّىٰٓ إِذَآ أَتَيَآ أَهْلَ قَرْيَةٍ ٱسْتَطْعَمَآ أَهْلَهَا — [626, 2045, 910, 2097]
text-line: يَسْتَجِيبُوا۟ لَهُمْ وَجَعَلْنَا — [626, 1877, 910, 1897]
page-header — [1, 646, 300, 665]
hizb-marker: ١/٤ الحزب ٣٠ — [240, 618, 292, 630]
text-line: قَصَصًا ٦٤ فَوَجَدَا عَبْدًا مِّنْ عِبَادِنَآ ءَاتَيْنَٰهُ رَحْمَةً مِّنْ عِندِنَا — [8, 1473, 292, 1525]
ayah-number-marker: ٧٧ — [829, 2155, 846, 2172]
ayah-number-marker: ٥٧ — [540, 1694, 557, 1710]
mushaf-page[interactable] — [309, 1936, 609, 2573]
text-line: لِمَهْلِكِهِم مَّوْعِدًا ٥٩ وَإِذْ قَالَ مُوسَىٰ لِفَتَىٰهُ لَآ أَبْرَحُ حَتَّىٰٓ — [317, 1803, 601, 1855]
text-line: يَنشُرْ لَكُمْ رَبُّكُم مِّن رَّحْمَتِهِۦ وَيُهَيِّئْ لَكُم مِّنْ أَمْرِكُم مِّرْفَقًا ١٦ — [8, 72, 292, 124]
juz-label: الجزء الخامس عشر — [10, 6, 74, 15]
surah-name-label: الكهف — [579, 1296, 600, 1305]
ayah-number-marker: ٦٢ — [167, 1363, 184, 1380]
